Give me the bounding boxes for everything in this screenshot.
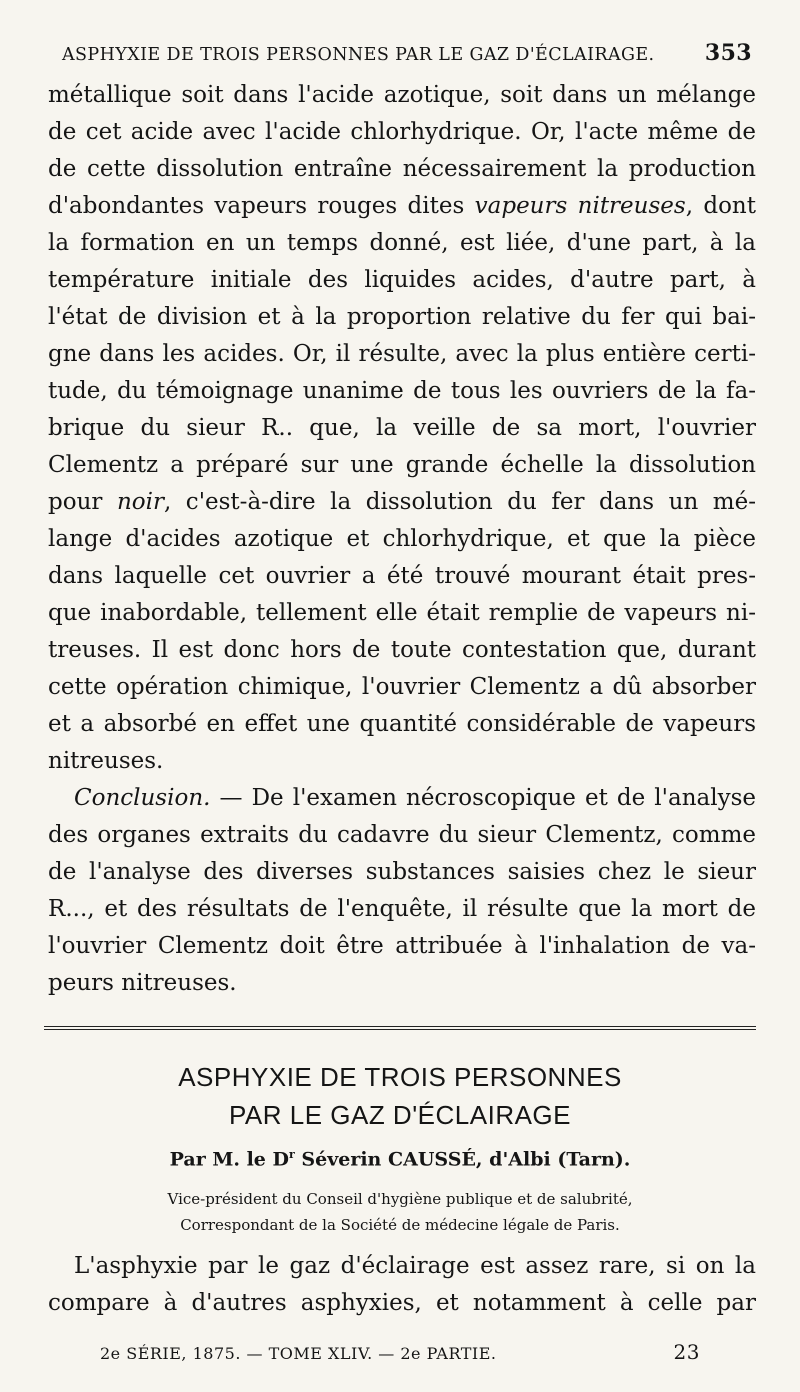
signature-mark: 23 xyxy=(673,1340,700,1364)
running-head xyxy=(62,40,752,66)
running-head-title: ASPHYXIE DE TROIS PERSONNES PAR LE GAZ D'ÉCLAIRAGE. xyxy=(62,45,655,65)
body-line xyxy=(48,484,756,521)
body-line: tude, du témoignage unanime de tous les ouvriers de la fa- xyxy=(48,378,756,404)
body-line: de l'analyse des diverses substances saisies chez le sieur xyxy=(48,859,756,885)
body-line: la formation en un temps donné, est liée, d'une part, à la xyxy=(48,230,756,256)
page-number: 353 xyxy=(704,40,752,66)
byline-sup: r xyxy=(288,1148,295,1161)
article-intro xyxy=(48,1248,756,1322)
body-line: dans laquelle cet ouvrier a été trouvé mourant était pres- xyxy=(48,563,756,589)
body-line: et a absorbé en effet une quantité considérable de vapeurs xyxy=(48,711,756,737)
body-line: que inabordable, tellement elle était remplie de vapeurs ni- xyxy=(48,600,756,626)
body-line: lange d'acides azotique et chlorhydrique, et que la pièce xyxy=(48,526,756,552)
intro-line-1: L'asphyxie par le gaz d'éclairage est assez rare, si on la xyxy=(74,1253,756,1279)
article-title-line-2: PAR LE GAZ D'ÉCLAIRAGE xyxy=(228,1100,572,1130)
section-divider xyxy=(44,1026,756,1030)
intro-line-2: compare à d'autres asphyxies, et notamment à celle par xyxy=(48,1290,756,1316)
text-segment: — De l'examen nécroscopique et de l'analyse xyxy=(210,785,756,811)
body-line xyxy=(48,780,756,817)
text-segment: d'abondantes vapeurs rouges dites xyxy=(48,193,475,219)
body-line: treuses. Il est donc hors de toute contestation que, durant xyxy=(48,637,756,663)
footer-series: 2e SÉRIE, 1875. — TOME XLIV. — 2e PARTIE. xyxy=(100,1344,497,1363)
text-segment: pour xyxy=(48,489,117,515)
italic-text: noir xyxy=(116,489,164,515)
text-segment: , dont xyxy=(685,193,756,219)
body-line: gne dans les acides. Or, il résulte, avec la plus entière certi- xyxy=(48,341,756,367)
body-line: cette opération chimique, l'ouvrier Clementz a dû absorber xyxy=(48,674,756,700)
body-line: R..., et des résultats de l'enquête, il résulte que la mort de xyxy=(48,896,756,922)
italic-text: Conclusion. xyxy=(74,785,211,811)
affiliation-line-2: Correspondant de la Société de médecine légale de Paris. xyxy=(180,1216,620,1234)
byline-prefix: Par M. le D xyxy=(169,1148,289,1171)
text-segment: , c'est-à-dire la dissolution du fer dans un mé- xyxy=(163,489,756,515)
affiliation-line-1: Vice-président du Conseil d'hygiène publique et de salubrité, xyxy=(167,1190,633,1208)
body-line: de cet acide avec l'acide chlorhydrique. Or, l'acte même de xyxy=(48,119,756,145)
byline-author: Séverin CAUSSÉ, d'Albi (Tarn). xyxy=(294,1148,631,1171)
body-line xyxy=(48,188,756,225)
body-line: l'ouvrier Clementz doit être attribuée à l'inhalation de va- xyxy=(48,933,756,959)
body-line: brique du sieur R.. que, la veille de sa mort, l'ouvrier xyxy=(48,415,756,441)
body-text xyxy=(48,77,756,1002)
body-line: métallique soit dans l'acide azotique, soit dans un mélange xyxy=(48,82,756,108)
body-line: l'état de division et à la proportion relative du fer qui bai- xyxy=(48,304,756,330)
author-byline xyxy=(0,1148,800,1170)
body-line: de cette dissolution entraîne nécessairement la production xyxy=(48,156,756,182)
body-line: peurs nitreuses. xyxy=(48,970,237,996)
body-line: température initiale des liquides acides, d'autre part, à xyxy=(48,267,756,293)
page-footer xyxy=(100,1340,700,1364)
body-line: des organes extraits du cadavre du sieur Clementz, comme xyxy=(48,822,756,848)
italic-text: vapeurs nitreuses xyxy=(474,193,686,219)
body-line: nitreuses. xyxy=(48,748,164,774)
body-line: Clementz a préparé sur une grande échelle la dissolution xyxy=(48,452,756,478)
article-title-line-1: ASPHYXIE DE TROIS PERSONNES xyxy=(178,1062,622,1092)
